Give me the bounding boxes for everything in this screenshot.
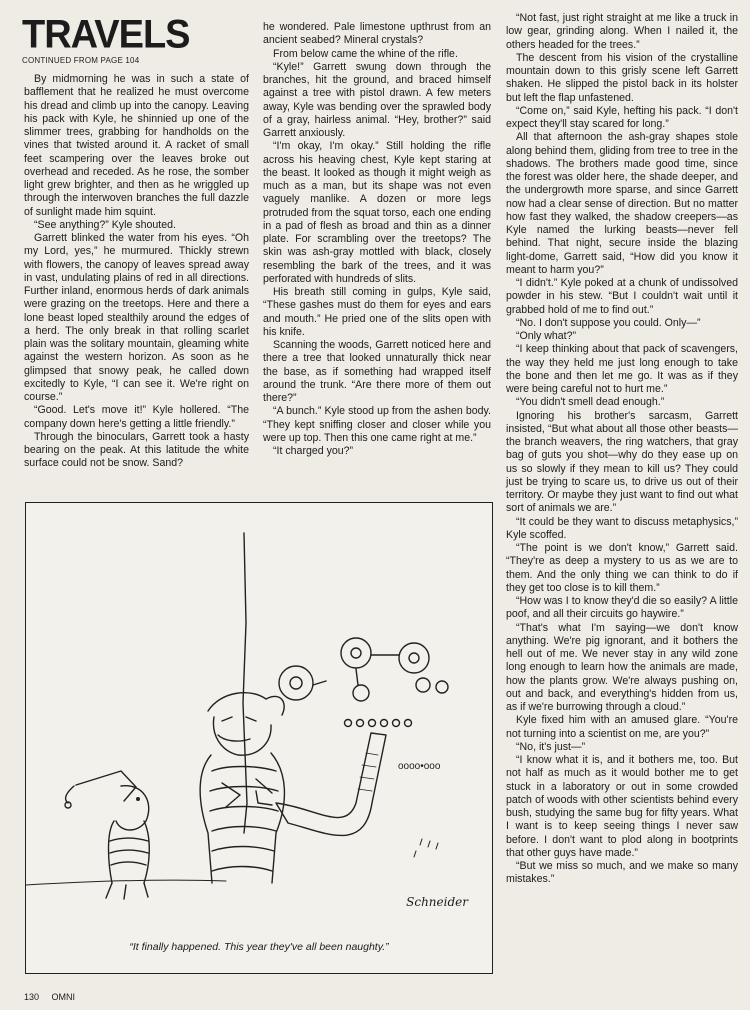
paragraph: “Not fast, just right straight at me like a truck in low gear, grinding along. When I nailed it, the others headed for the trees.” <box>506 12 738 51</box>
magazine-name: OMNI <box>51 992 76 1002</box>
continued-from-note: CONTINUED FROM PAGE 104 <box>22 56 140 65</box>
paragraph: “No, it's just—” <box>516 740 586 753</box>
elf-figure <box>65 771 149 899</box>
paragraph: “But we miss so much, and we make so many mistakes.” <box>506 860 738 886</box>
santa-figure <box>200 693 284 883</box>
artist-signature: Schneider <box>406 895 468 909</box>
paragraph: From below came the whine of the rifle. <box>273 47 458 60</box>
paragraph: “It could be they want to discuss metaphysics,” Kyle scoffed. <box>506 515 738 541</box>
text-column-3 <box>506 12 738 887</box>
paragraph: “Good. Let's move it!” Kyle hollered. “The company down here's getting a little friendly.” <box>24 404 249 430</box>
indicator-lights <box>345 720 412 727</box>
cartoon-illustration <box>25 502 493 974</box>
paragraph: “I keep thinking about that pack of scavengers, the way they held me just long enough to take the bone and then let me go. It was as if they were being careful not to hurt me.” <box>506 343 738 395</box>
paragraph: All that afternoon the ash-gray shapes stole along behind them, gliding from tree to tree in the shadows. The brothers made good time, since the forest was older here, the shade deeper, and the undergrowth more sparse, and since Garrett now had a clear sense of direction. But no matter how fast they walked, the shadow creepers—as Kyle named the lurking beasts—never fell behind. That night, secure inside the blazing light-dome, Garrett said, “How did you know it meant to harm you?” <box>506 131 738 276</box>
paragraph: “That's what I'm saying—we don't know anything. We're pig ignorant, and it bothers the hell out of me. We never stay in any wild zone long enough to learn how the animals are made, how the plants grow. We're always pushing on, out and back, and everything's hidden from us, as if we're burrowing through a cloud.” <box>506 621 738 713</box>
cartoon-caption: “It finally happened. This year they've all been naughty.” <box>129 941 389 953</box>
paragraph: Kyle fixed him with an amused glare. “You're not turning into a scientist on me, are you?” <box>506 714 738 740</box>
paragraph: “I'm okay, I'm okay.” Still holding the rifle across his heaving chest, Kyle kept staring at the beast. It looked as though it might weigh as much as a man, but its shape was not even vaguely manlike. A dozen or more legs protruded from the squat torso, each one ending in a pad of flesh as broad and thin as a dinner plate. For scrambling over the treetops? The skin was ash-gray mottled with black, closely resembling the bark of the trees, and it was perforated with hundreds of slits. <box>263 140 491 285</box>
paragraph: “Only what?” <box>516 330 577 342</box>
section-title: TRAVELS <box>22 12 190 58</box>
paragraph: Scanning the woods, Garrett noticed here and there a tree that looked unnaturally thick near the base, as if something had wrapped itself around the trunk. “Are there more of them out there?” <box>263 339 491 404</box>
paragraph: Garrett blinked the water from his eyes. “Oh my Lord, yes,” he murmured. Thickly strewn with flowers, the canopy of leaves spread away in vast, undulating plains of red in all directions. Further inland, enormous herds of dark animals were grazing on the treetops. Here and there a lone beast loped stealthily around the edges of a herd. The only break in that rolling scarlet plain was the solitary mountain, gleaming white against the western horizon. As soon as he glimpsed that snowy peak, he called down excitedly to Kyle, “I can see it. We're right on course.” <box>24 232 249 403</box>
section-header <box>22 14 242 65</box>
paragraph: “It charged you?” <box>273 445 354 457</box>
printout-readout: oooo•ooo <box>398 761 441 772</box>
paragraph: “I know what it is, and it bothers me, too. But not half as much as it would bother me to get stuck in a laboratory or out in some crowded patch of woods with other scientists behind every bush, studying the same bug for fifty years. What I want is to keep seeing things I never saw before. I don't want to plod along in bootprints that other guys have made.” <box>506 754 738 859</box>
paragraph: Ignoring his brother's sarcasm, Garrett insisted, “But what about all those other beasts—the branch weavers, the ring watchers, that gray bag of guts you shot—why do they ease up on us so slowly if they mean to kill us? They could just be trying to scare us, to drive us out of their territory. Or maybe they just want to find out what sort of animals we are.” <box>506 409 738 515</box>
paragraph: “Come on,” said Kyle, hefting his pack. “I don't expect they'll stay scared for long.” <box>506 104 738 130</box>
paragraph: he wondered. Pale limestone upthrust from an ancient seabed? Mineral crystals? <box>263 21 491 47</box>
paragraph: “A bunch.” Kyle stood up from the ashen body. “They kept sniffing closer and closer while you were up top. Then this one came right at me.” <box>263 405 491 444</box>
tape-reel <box>279 666 313 700</box>
paragraph: “Kyle!” Garrett swung down through the branches, hit the ground, and braced himself against a tree with pistol drawn. A few meters away, Kyle was bending over the sprawled body of a gray, hairless animal. “Hey, brother?” said Garrett anxiously. <box>263 60 491 139</box>
paragraph: Through the binoculars, Garrett took a hasty bearing on the peak. At this latitude the white surface could not be snow. Sand? <box>24 430 249 470</box>
text-column-1 <box>24 73 249 471</box>
page-number: 130 <box>24 992 40 1002</box>
paragraph: His breath still coming in gulps, Kyle said, “These gashes must do them for eyes and ears and mouth.” He pried one of the slits open with his knife. <box>263 286 491 338</box>
paragraph: By midmorning he was in such a state of bafflement that he realized he must overcome his dread and climb up into the canopy. Leaving his pack with Kyle, he shinnied up one of the slimmer trees, grabbing for handholds on the vines that twisted around it. A racket of small feet scampering over the leaves broke out overhead and receded. As he rose, the somber light grew brighter, and then as he wriggled up through the interwoven branches the full dazzle of sunlight made him squint. <box>24 73 249 218</box>
wall-line <box>243 533 247 833</box>
paragraph: The descent from his vision of the crystalline mountain down to this grisly scene left Garrett shaken. He slipped the pistol back in its holster but left the flap unfastened. <box>506 51 738 104</box>
paragraph: “I didn't.” Kyle poked at a chunk of undissolved powder in his stew. “But I couldn't wait until it grabbed hold of me to find out.” <box>506 277 738 316</box>
paragraph: “You didn't smell dead enough.” <box>516 396 665 409</box>
paragraph: “See anything?” Kyle shouted. <box>34 218 176 231</box>
text-column-2 <box>263 21 491 458</box>
printout-tape <box>276 733 386 836</box>
page-footer <box>24 992 85 1002</box>
paragraph: “No. I don't suppose you could. Only—” <box>516 316 701 329</box>
paragraph: “How was I to know they'd die so easily? A little poof, and all their circuits go haywire.” <box>506 595 738 621</box>
paragraph: “The point is we don't know,” Garrett said. “They're as deep a mystery to us as we are to them. And the only thing we can think to do if they get too close is to kill them.” <box>506 542 738 594</box>
